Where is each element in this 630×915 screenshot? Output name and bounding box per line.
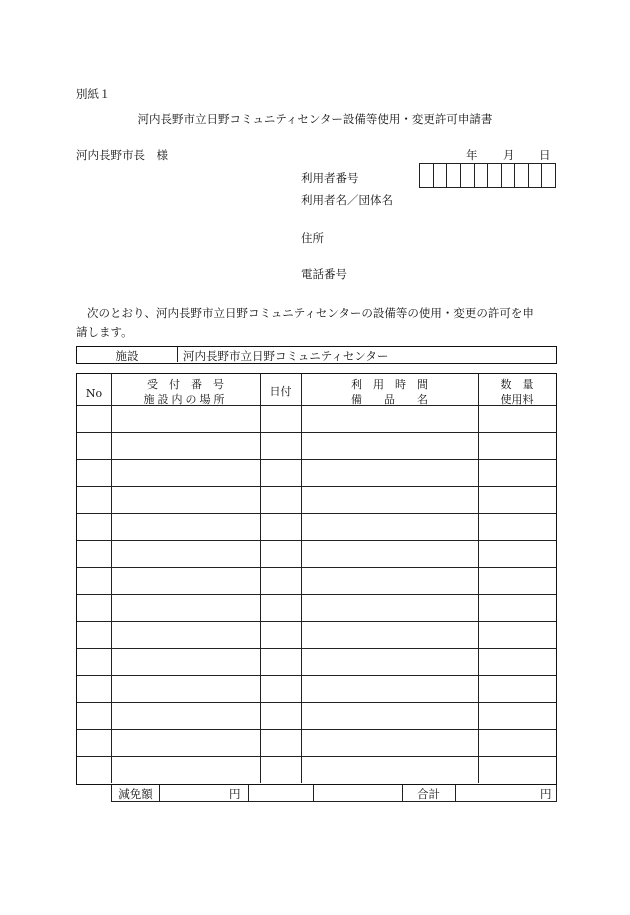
total-label: 合計 — [417, 787, 440, 801]
header-quantity: 数 量 — [500, 378, 534, 391]
header-fee: 使用料 — [500, 393, 534, 406]
discount-unit: 円 — [229, 787, 241, 801]
body-text-line2: 請します。 — [76, 325, 133, 339]
total-unit: 円 — [540, 787, 552, 801]
header-no: No — [85, 387, 103, 400]
attachment-label: 別紙１ — [76, 87, 111, 101]
user-number-boxes[interactable] — [419, 163, 556, 188]
facility-value: 河内長野市立日野コミュニティセンター — [183, 349, 389, 363]
address-label: 住所 — [301, 231, 324, 245]
header-location: 施設内の場所 — [143, 393, 228, 406]
user-name-label: 利用者名／団体名 — [301, 193, 393, 207]
header-reception-number: 受 付 番 号 — [147, 378, 224, 391]
document-title: 河内長野市立日野コミュニティセンター設備等使用・変更許可申請書 — [137, 112, 493, 126]
usage-table — [76, 373, 557, 785]
date-day-label: 日 — [539, 148, 551, 162]
date-month-label: 月 — [503, 148, 515, 162]
header-equipment-name: 備 品 名 — [351, 393, 428, 406]
user-number-label: 利用者番号 — [301, 171, 359, 185]
addressee: 河内長野市長 様 — [76, 148, 168, 162]
date-year-label: 年 — [466, 148, 478, 162]
header-date: 日付 — [269, 385, 292, 398]
header-usage-time: 利 用 時 間 — [351, 378, 428, 391]
body-text-line1: 次のとおり、河内長野市立日野コミュニティセンターの設備等の使用・変更の許可を申 — [87, 306, 534, 320]
facility-label: 施設 — [115, 349, 139, 363]
discount-label: 減免額 — [118, 787, 153, 801]
facility-row — [76, 346, 557, 364]
footer-row — [111, 785, 557, 802]
phone-label: 電話番号 — [301, 267, 347, 281]
